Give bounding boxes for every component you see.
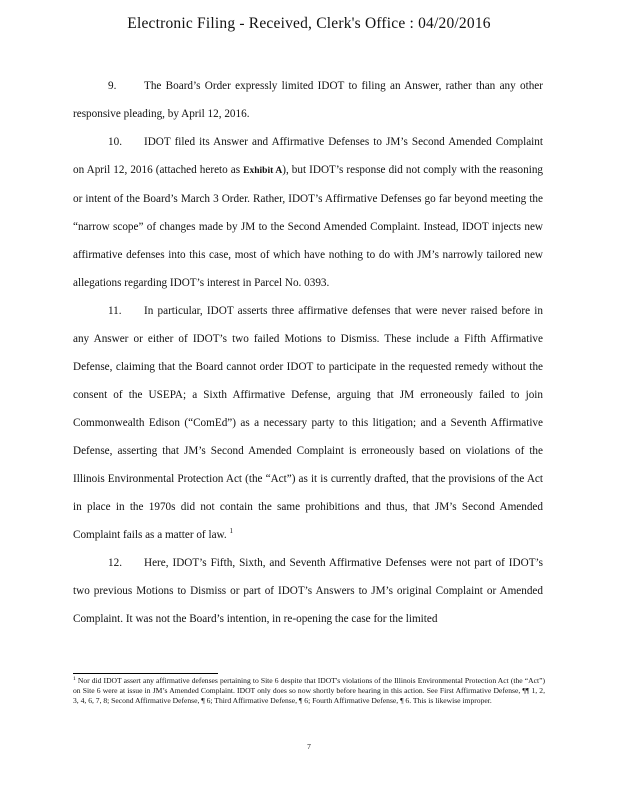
paragraph-text: The Board’s Order expressly limited IDOT to filing an Answer, rather than any other responsive pleading, by April 12, 2016. (73, 80, 543, 120)
paragraph-number: 9. (108, 80, 117, 92)
paragraph-number: 12. (108, 557, 122, 569)
footnote-divider (73, 673, 218, 674)
paragraph-text: IDOT filed its Answer and Affirmative Defenses to JM’s Second Amended Complaint on April 12, 2016 (attached hereto as (73, 136, 543, 176)
paragraph-10 (73, 128, 543, 297)
document-body (73, 72, 543, 633)
exhibit-reference: Exhibit A (243, 166, 283, 176)
footnote-marker: 1 (73, 676, 76, 682)
paragraph-text-continued: ), but IDOT’s response did not comply with the reasoning or intent of the Board’s March 3 Order. Rather, IDOT’s Affirmative Defenses go far beyond meeting the “narrow scope” of changes made by JM to the Second Amended Complaint. Instead, IDOT injects new affirmative defenses into this case, most of which have nothing to do with JM’s narrowly tailored new allegations regarding IDOT’s interest in Parcel No. 0393. (73, 164, 544, 289)
filing-stamp-header: Electronic Filing - Received, Clerk's Office : 04/20/2016 (127, 15, 491, 32)
paragraph-number: 10. (108, 136, 122, 148)
paragraph-number: 11. (108, 305, 122, 317)
footnote-reference: 1 (229, 527, 233, 535)
page-number: 7 (307, 742, 311, 751)
paragraph-text: In particular, IDOT asserts three affirmative defenses that were never raised before in any Answer or either of IDOT’s two failed Motions to Dismiss. These include a Fifth Affirmative Defense, claiming that the Board cannot order IDOT to participate in the requested remedy without the consent of the USEPA; a Sixth Affirmative Defense, arguing that JM erroneously failed to join Commonwealth Edison (“ComEd”) as a necessary party to this litigation; and a Seventh Affirmative Defense, asserting that JM’s Second Amended Complaint is erroneously based on violations of the Illinois Environmental Protection Act (the “Act”) as it is currently drafted, that the provisions of the Act in place in the 1970s did not contain the same prohibitions and thus, that JM’s Second Amended Complaint fails as a matter of law. (73, 305, 543, 541)
paragraph-text: Here, IDOT’s Fifth, Sixth, and Seventh Affirmative Defenses were not part of IDOT’s two previous Motions to Dismiss or part of IDOT’s Answers to JM’s original Complaint or Amended Complaint. It was not the Board’s intention, in re-opening the case for the limited (73, 557, 543, 625)
paragraph-12 (73, 549, 543, 633)
paragraph-9 (73, 72, 543, 128)
footnote-text: Nor did IDOT assert any affirmative defenses pertaining to Site 6 despite that IDOT's violations of the Illinois Environmental Protection Act (the “Act”) on Site 6 were at issue in JM’s Amended Complaint. IDOT only does so now shortly before hearing in this action. See First Affirmative Defense, ¶¶ 1, 2, 3, 4, 6, 7, 8; Second Affirmative Defense, ¶ 6; Third Affirmative Defense, ¶ 6; Fourth Affirmative Defense, ¶ 6. This is likewise improper. (73, 676, 545, 705)
footnote (73, 676, 545, 706)
paragraph-11 (73, 297, 543, 549)
